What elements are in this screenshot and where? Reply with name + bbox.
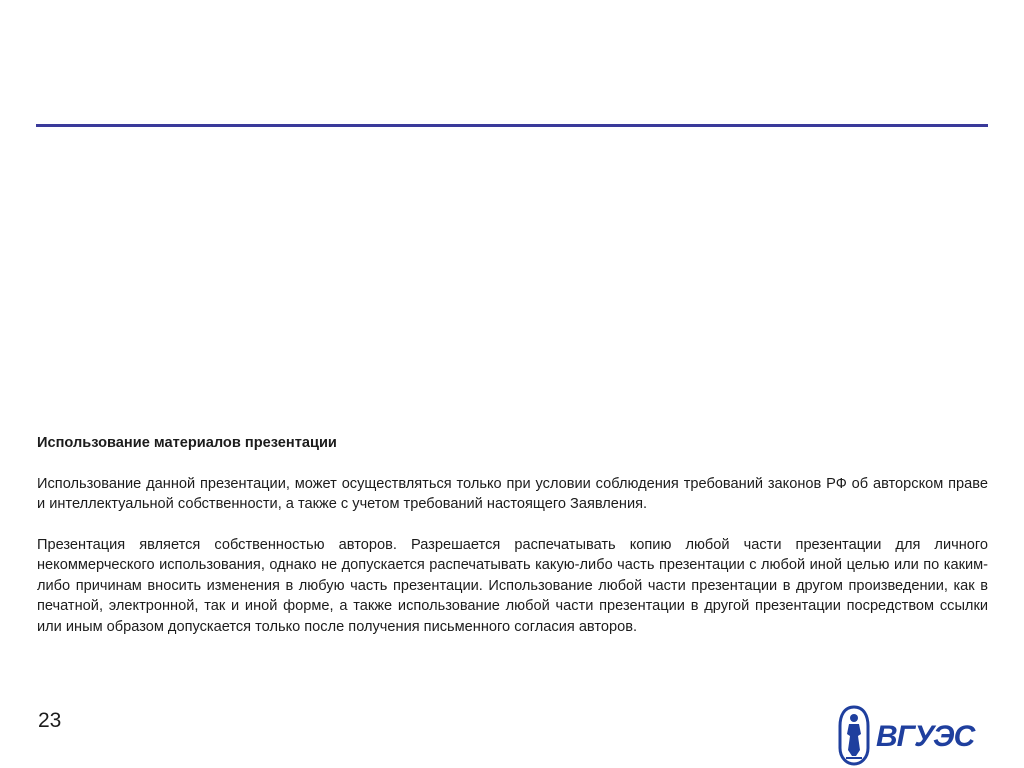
notice-paragraph-ownership: Презентация является собственностью авторов. Разрешается распечатывать копию любой части презентации для личного некоммерческого использования, однако не допускается распечатывать какую-либо часть презентации с любой иной целью или по каким-либо причинам вносить изменения в любую часть презентации. Использование любой части презентации в другом произведении, как в печатной, электронной, так и иной форме, а также использование любой части презентации в другой презентации посредством ссылки или иным образом допускается только после получения письменного согласия авторов. (37, 536, 988, 635)
usage-notice (37, 433, 988, 637)
header-divider (36, 124, 988, 127)
university-emblem-icon (840, 707, 868, 764)
slide-number: 23 (38, 709, 62, 732)
logo-wordmark: ВГУЭС (876, 720, 975, 753)
university-logo (836, 704, 992, 766)
notice-title: Использование материалов презентации (37, 435, 337, 451)
notice-paragraph-copyright: Использование данной презентации, может осуществляться только при условии соблюдения требований законов РФ об авторском праве и интеллектуальной собственности, а также с учетом требований настоящего Заявления. (37, 475, 988, 512)
